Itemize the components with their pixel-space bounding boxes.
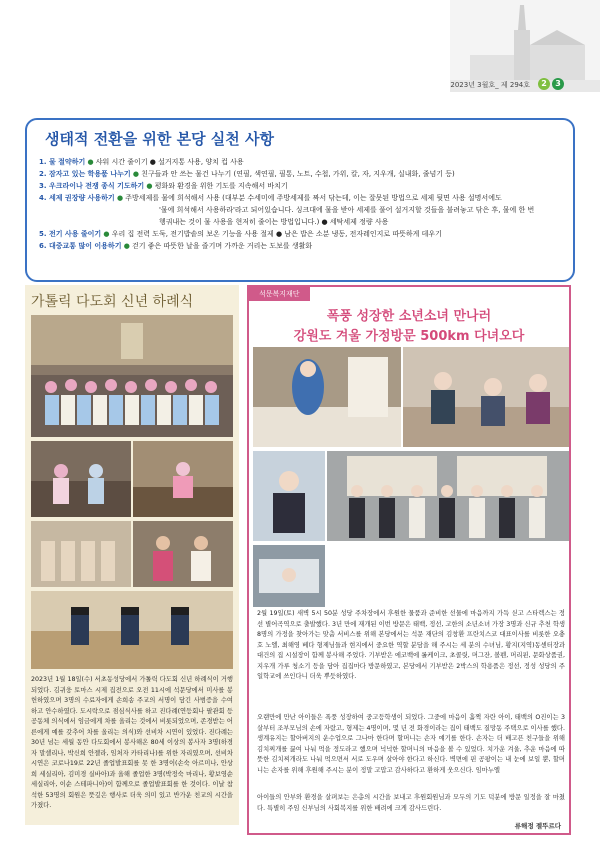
practice-item: 6. 대중교통 많이 이용하기 ● 걷기 좋은 따뜻한 날을 즐기며 가까운 거리는 도보를 생활화: [39, 242, 313, 250]
page-header: [0, 0, 600, 100]
page-number-left: 2: [538, 78, 550, 90]
foundation-tag: 석문복지재단: [249, 287, 310, 301]
page-number-right: 3: [552, 78, 564, 90]
practice-item-cont: 헹궈내는 것이 물 사용을 현저히 줄이는 방법입니다.) ● 세탁세제 정량 사용: [159, 218, 389, 226]
practice-list: [39, 156, 565, 252]
article-signature: 류해정 젤뚜르다: [514, 822, 561, 830]
home-visit-photo: [403, 347, 569, 447]
article-title-line1: 폭풍 성장한 소년소녀 만나러: [326, 309, 492, 324]
tea-ritual-photo: [31, 441, 131, 517]
foundation-article: [247, 285, 571, 835]
women-tea-photo: [133, 521, 233, 587]
practice-item: 3. 우크라이나 전쟁 종식 기도하기 ● 평화와 환경을 위한 기도를 지속해서 바치기: [39, 182, 288, 190]
practice-item: 2. 잠자고 있는 학용품 나누기 ● 친구들과 안 쓰는 물건 나누기 (연필, 색연필, 필통, 노트, 수첩, 가위, 칼, 자, 지우개, 실내화, 줄넘기 등): [39, 170, 455, 178]
seonbi-tea-photo: [31, 591, 233, 669]
volunteers-group-photo: [327, 451, 569, 541]
nun-photo: [253, 451, 325, 541]
practice-box: [25, 118, 575, 282]
tea-table-photo: [133, 441, 233, 517]
article-para-3: 아이들의 안부와 환경을 살펴보는 은총의 시간을 보내고 후원회원님과 모두의 기도 덕분에 방문 일정을 잘 마쳤다. 특별히 주임 신부님의 사회복지를 위한 배려에 크게 감사드린다.: [257, 794, 565, 812]
practice-item-cont: '물에 희석해서 사용하라'라고 되어있습니다. 싱크대에 물을 받아 세제를 풀어 설거지할 것들을 불려놓고 닦은 후, 물에 한 번: [159, 206, 535, 214]
issue-label: 2023년 3월호_ 제 294호: [450, 81, 530, 89]
car-photo: [253, 545, 325, 607]
practice-item: 4. 세제 권장량 사용하기 ● 주방세제를 물에 희석해서 사용 (대부분 수세미에 주방세제를 짜서 닦는데, 이는 잘못된 방법으로 세제 뒷면 사용 설명서에도: [39, 194, 502, 202]
article-para-2: 오랜만에 만난 아이들은 폭풍 성장하여 중고등학생이 되었다. 그중에 마음이 흘쩍 자란 아이, 태백의 O진이는 3살부터 조부모님의 손에 자랐고, 형제는 4명이며, 몇 년 전 화경이라는 집이 태백도 질망동 주택으로 이사를 했다. 생계유지는 할아버지의 운수업으로 그나마 한다며 할머니는 손자 얘기를 한다. 손자는 더 배고픈 친구들을 위해 김치찌개를 끓여 나눠 먹을 정도라고 했으며 넉넉한 할머니의 마음을 볼 수 있었다. 치가운 겨울, 추운 마음에 따뜻한 김치찌개라도 나눠 먹으면서 서로 도우며 살아야 한다고 하신다. 벽면에 핀 공팡이는 내 눈에 보일 뿐, 할머니는 손자를 위해 후원해 주시는 분이 정말 고맙고 감사하다고 환하게 웃으신다. 임마누엘: [257, 714, 565, 774]
article-title-line2: 강원도 겨울 가정방문 500km 다녀오다: [293, 329, 525, 344]
church-illustration: [450, 0, 600, 92]
practice-item: 5. 전기 사용 줄이기 ● 우리 집 전력 도둑, 전기밥솥의 보온 기능을 사용 절제 ● 남은 밥은 소분 냉동, 전자레인지로 따뜻하게 데우기: [39, 230, 442, 238]
practice-title: 생태적 전환을 위한 본당 실천 사항: [45, 130, 274, 148]
article-body: 2023년 1월 18일(수) 서초동성당에서 가톨릭 다도회 신년 하례식이 거행되었다. 김귀웅 토마스 시제 집전으로 오전 11시에 석문당에서 미사를 봉헌하였으며 3명의 수료자에게 손희송 주교의 서명이 담긴 사범증을 수여하고 안수하였다. 도시락으로 점심식사를 하고 진다례(연등회나 팔관회 등 공동체 의식에서 임금에게 차를 올리는 것에서 비롯되었으며, 존경받는 어른에게 예를 갖추어 차를 올리는 의식)와 선비차 시연이 있었다. 진다례는 30년 넘는 세월 동안 다도회에서 봉사해온 80세 이상의 봉사자 3명(하경자 말셀리나, 박신희 안젤라, 임처자 카타리나)를 위한 자리였으며, 선비차 시연은 코로나19로 22년 졸업발표회를 못 한 3명이(손숙 아르미나, 안상희 세실리아, 김미경 실바아)과 올해 졸업한 3명(박정숙 마리나, 황보영순 세실리아, 이순 스테파니아)이 함께으로 졸업발표회를 한 것이다. 이날 참석한 53명의 회원은 뜻깊은 행사로 더욱 의미 있고 반가운 친교의 시간을 가졌다.: [31, 676, 233, 809]
group-photo: [31, 315, 233, 437]
tea-ceremony-article: [25, 285, 239, 825]
article-para-1: 2월 19일(토) 새벽 5시 50분 성당 주차장에서 후원한 물품과 준비한 선물에 마음까지 가득 싣고 스타렉스는 정선 별어곡역으로 출발했다. 3년 만에 재개된 이번 방문은 태백, 정선, 고한의 소년소녀 가장 3명과 신규 추천 학생 8명의 가정을 찾아가는 맞춤 서비스를 위해 본당에서는 석문 재단의 김창환 프란치스코 대표이사를 비롯한 오충호 노엘, 최해영 베다 형제님들과 현지에서 중요한 역할 분담을 해 주시는 세 분의 수녀님, 황지(지역)동센터장과 대건의 집 시설장이 함께 봉사해 주었다. 기부받은 에코백에 롤케이크, 초콜릿, 머그잔, 볼펜, 머리핀, 문화상품권, 지우개 가루 청소기 등을 담아 집집마다 방문하였고, 본당에서 기부받은 2박스의 학용품은 정선, 정성 성당의 주일학교에 쓰인다니 더욱 뿌듯하였다.: [257, 610, 565, 680]
performers-photo: [31, 521, 131, 587]
mary-statue-photo: [253, 347, 401, 447]
practice-item: 1. 물 절약하기 ● 샤워 시간 줄이기 ● 설거지통 사용, 양치 컵 사용: [39, 158, 244, 166]
article-title: 가톨릭 다도회 신년 하례식: [31, 294, 194, 310]
